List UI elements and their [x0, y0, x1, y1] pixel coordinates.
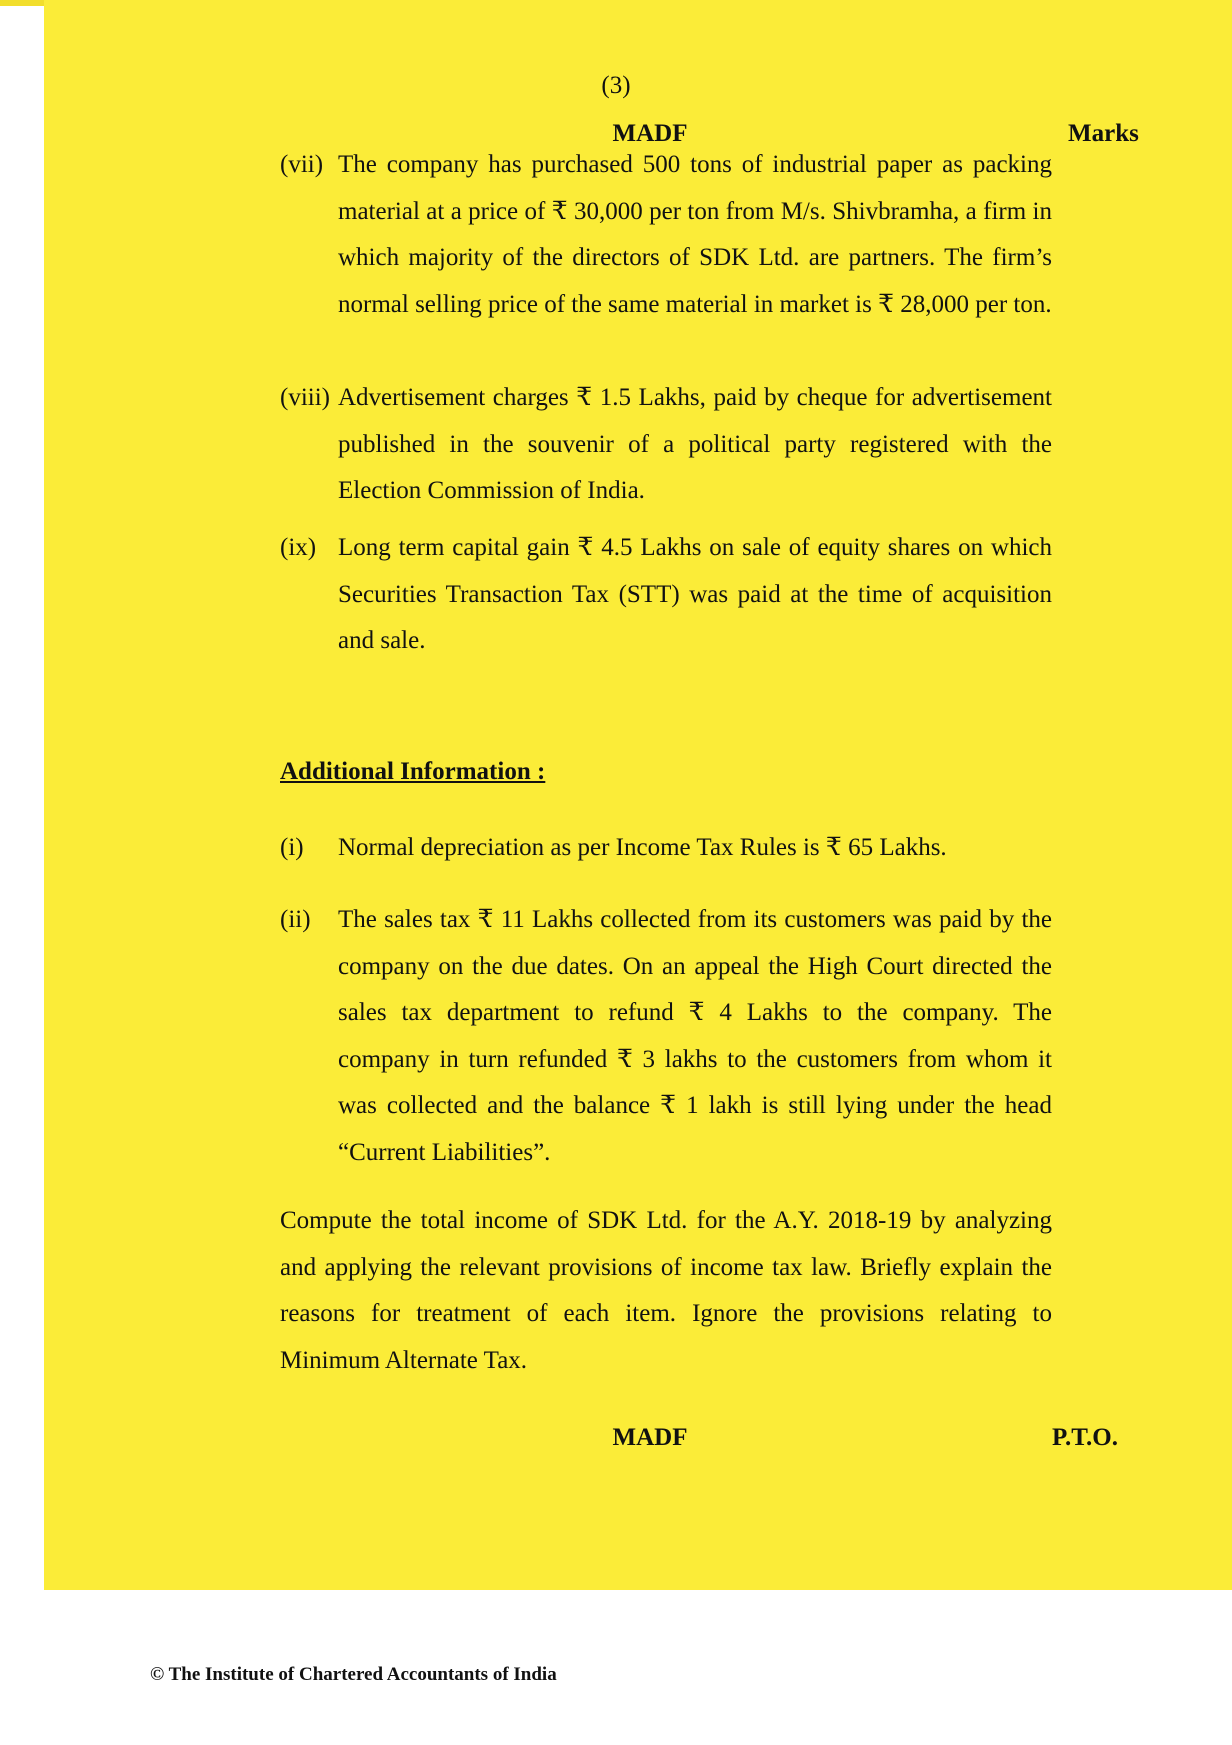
- paper-code-footer: MADF: [612, 1424, 688, 1451]
- item-text: Long term capital gain ₹ 4.5 Lakhs on sale of equity shares on which Securities Transaction Tax (STT) was paid at the time of acquisition and sale.: [338, 534, 1052, 654]
- item-number: (vii): [280, 151, 324, 178]
- item-number: (ix): [280, 534, 317, 561]
- item-text: The sales tax ₹ 11 Lakhs collected from its customers was paid by the company on the due dates. On an appeal the High Court directed the sales tax department to refund ₹ 4 Lakhs to the company. The company in turn refunded ₹ 3 lakhs to the customers from whom it was collected and the balance ₹ 1 lakh is still lying under the head “Current Liabilities”.: [338, 906, 1052, 1166]
- item-number: (ii): [280, 906, 311, 933]
- marks-column-heading: Marks: [1068, 120, 1139, 147]
- copyright-notice: © The Institute of Chartered Accountants of India: [150, 1664, 557, 1685]
- additional-item-i: [280, 825, 1052, 872]
- additional-item-ii: [280, 897, 1052, 1176]
- question-item-viii: [280, 375, 1052, 515]
- item-text: The company has purchased 500 tons of industrial paper as packing material at a price of ₹ 30,000 per ton from M/s. Shivbramha, a firm in which majority of the directors of SDK Ltd. are partners. The firm’s normal selling price of the same material in market is ₹ 28,000 per ton.: [338, 151, 1052, 318]
- item-number: (viii): [280, 384, 330, 411]
- item-number: (i): [280, 834, 304, 861]
- question-instruction: Compute the total income of SDK Ltd. for the A.Y. 2018-19 by analyzing and applying the relevant provisions of income tax law. Briefly explain the reasons for treatment of each item. Ignore the provisions relating to Minimum Alternate Tax.: [280, 1207, 1052, 1374]
- paper-code-header: MADF: [612, 120, 688, 147]
- item-text: Normal depreciation as per Income Tax Rules is ₹ 65 Lakhs.: [338, 834, 947, 861]
- question-item-ix: [280, 525, 1052, 665]
- question-item-vii: [280, 142, 1052, 328]
- additional-information-heading: Additional Information :: [280, 758, 546, 785]
- page-number: (3): [601, 72, 631, 99]
- item-text: Advertisement charges ₹ 1.5 Lakhs, paid by cheque for advertisement published in the souvenir of a political party registered with the Election Commission of India.: [338, 384, 1052, 504]
- please-turn-over: P.T.O.: [1052, 1424, 1118, 1451]
